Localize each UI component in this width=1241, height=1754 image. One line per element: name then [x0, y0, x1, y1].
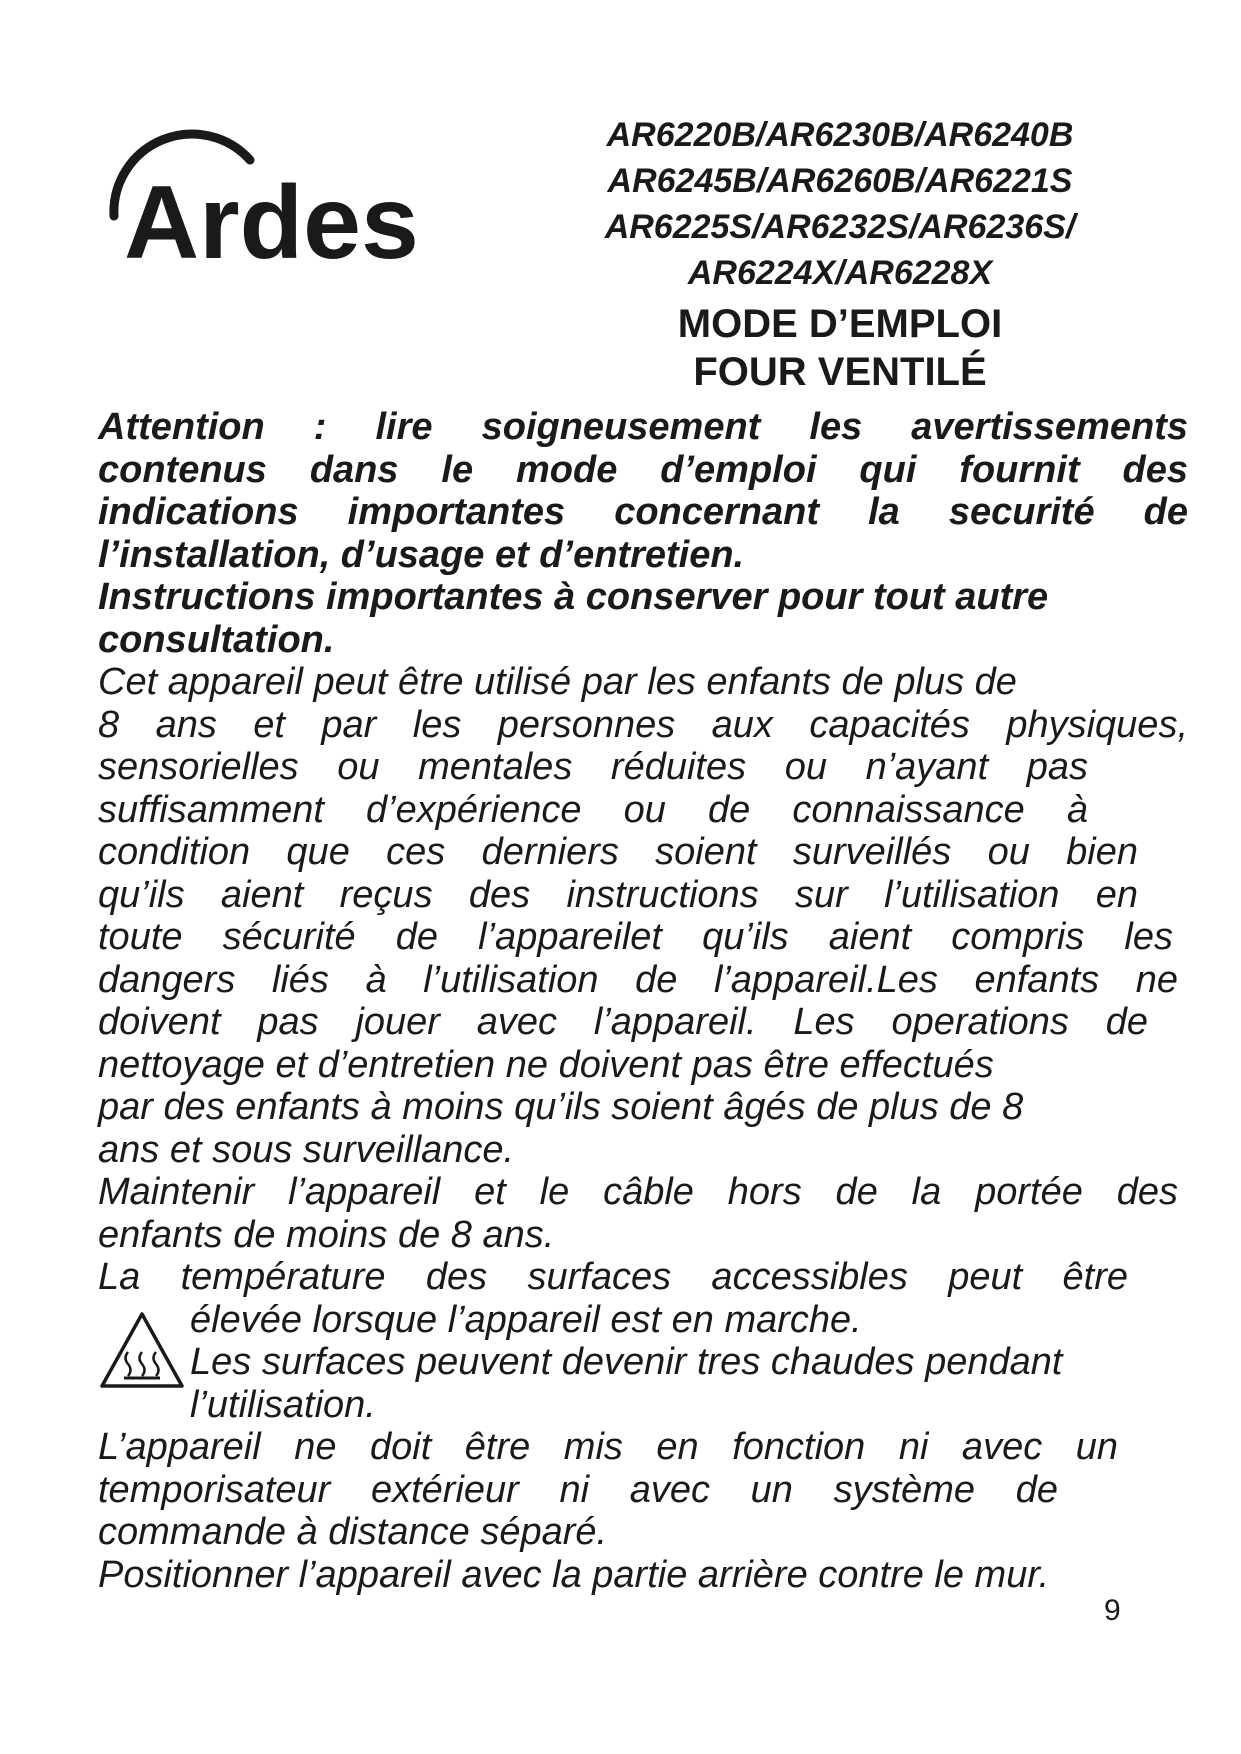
ardes-logo: [100, 120, 470, 270]
logo-text: Ardes: [124, 165, 419, 270]
text-line: suffisamment d’expérience ou de connaissance à: [98, 788, 1088, 831]
text-line: Maintenir l’appareil et le câble hors de la portée des: [98, 1171, 1178, 1213]
text-line: 8 ans et par les personnes aux capacités physiques,: [98, 703, 1188, 746]
text-line: qu’ils aient reçus des instructions sur l’utilisation en: [98, 873, 1138, 916]
text-line: dangers liés à l’utilisation de l’appareil.Les enfants ne: [98, 958, 1178, 1001]
document-title: [560, 300, 1120, 396]
hot-surface-warning-icon: [98, 1310, 186, 1390]
text-line: contenus dans le mode d’emploi qui fournit des: [98, 448, 1188, 491]
text-line: La température des surfaces accessibles peut être: [98, 1256, 1128, 1298]
model-list: [560, 112, 1120, 296]
text-line: consultation.: [98, 618, 335, 661]
text-line: Les surfaces peuvent devenir tres chaudes pendant: [190, 1341, 1063, 1383]
text-line: Attention : lire soigneusement les avertissements: [98, 406, 1188, 448]
page-number: 9: [1104, 1594, 1121, 1627]
text-line: nettoyage et d’entretien ne doivent pas être effectués: [98, 1043, 994, 1086]
text-line: doivent pas jouer avec l’appareil. Les operations de: [98, 1001, 1148, 1043]
model-line: AR6220B/AR6230B/AR6240B: [606, 116, 1074, 154]
text-line: Instructions importantes à conserver pour tout autre: [98, 576, 1049, 618]
model-line: AR6245B/AR6260B/AR6221S: [607, 162, 1073, 200]
text-line: enfants de moins de 8 ans.: [98, 1213, 555, 1256]
model-line: AR6224X/AR6228X: [687, 254, 993, 292]
text-line: indications importantes concernant la securité de: [98, 491, 1188, 533]
text-line: ans et sous surveillance.: [98, 1128, 515, 1171]
text-line: par des enfants à moins qu’ils soient âgés de plus de 8: [98, 1086, 1024, 1128]
text-line: toute sécurité de l’appareilet qu’ils aient compris les: [98, 916, 1173, 958]
text-line: temporisateur extérieur ni avec un système de: [98, 1468, 1058, 1511]
text-line: Positionner l’appareil avec la partie arrière contre le mur.: [98, 1553, 1050, 1596]
text-line: commande à distance séparé.: [98, 1511, 608, 1553]
text-line: L’appareil ne doit être mis en fonction ni avec un: [98, 1426, 1118, 1468]
title-line-1: MODE D’EMPLOI: [677, 302, 1003, 346]
instructions-body: [98, 406, 1188, 1596]
text-line: élevée lorsque l’appareil est en marche.: [190, 1298, 862, 1341]
title-line-2: FOUR VENTILÉ: [693, 350, 987, 394]
text-line: l’installation, d’usage et d’entretien.: [98, 533, 745, 576]
text-line: Cet appareil peut être utilisé par les enfants de plus de: [98, 661, 1017, 703]
model-line: AR6225S/AR6232S/AR6236S/: [604, 208, 1076, 246]
text-line: condition que ces derniers soient surveillés ou bien: [98, 831, 1138, 873]
text-line: l’utilisation.: [190, 1383, 376, 1426]
text-line: sensorielles ou mentales réduites ou n’ayant pas: [98, 746, 1088, 788]
ardes-logo-graphic: [100, 120, 470, 270]
